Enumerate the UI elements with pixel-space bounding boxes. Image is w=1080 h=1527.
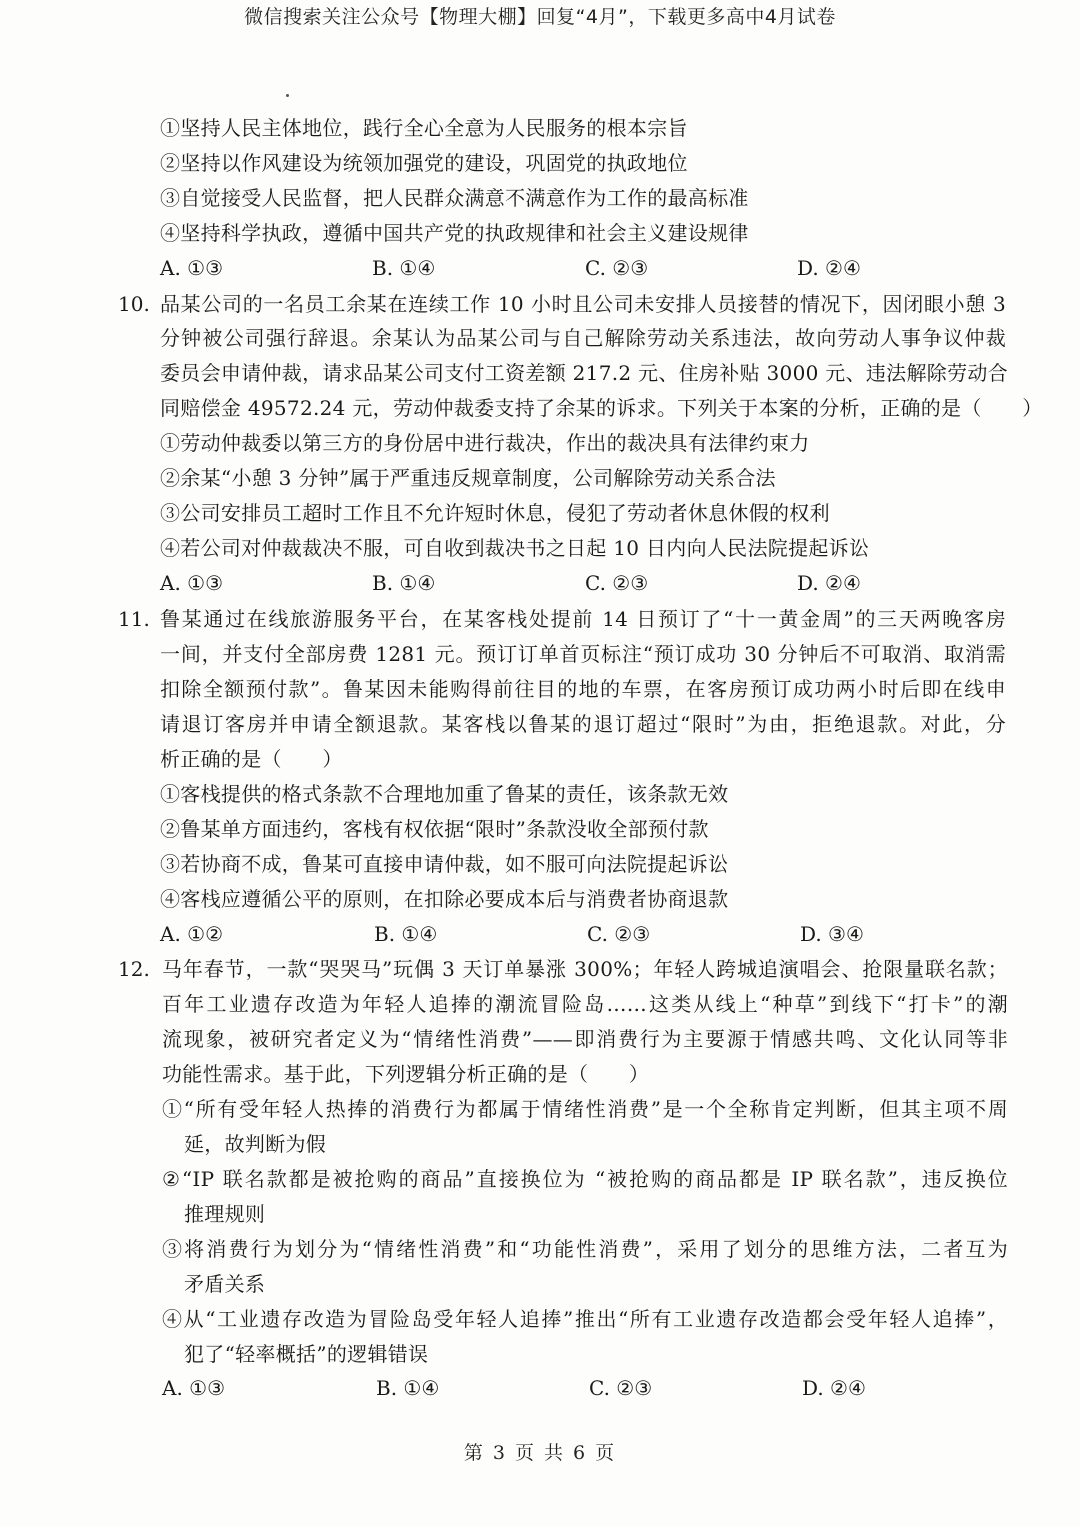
q11-item-1: ①客栈提供的格式条款不合理地加重了鲁某的责任，该条款无效 [160,782,729,806]
q12-options [0,1375,1080,1401]
q12-stem-line-1: 马年春节，一款“哭哭马”玩偶 3 天订单暴涨 300%；年轻人跨城追演唱会、抢限量联名款； [162,957,1008,981]
q12-option-c: C. ②③ [589,1376,653,1400]
q11-number: 11. [118,607,150,631]
q12-item-2-line-1: ②“IP 联名款都是被抢购的商品”直接换位为 “被抢购的商品都是 IP 联名款”，违反换位 [162,1167,1008,1191]
q10-item-4: ④若公司对仲裁裁决不服，可自收到裁决书之日起 10 日内向人民法院提起诉讼 [160,536,870,560]
q9-item-2: ②坚持以作风建设为统领加强党的建设，巩固党的执政地位 [160,151,688,175]
q11-stem-line-1: 鲁某通过在线旅游服务平台，在某客栈处提前 14 日预订了“十一黄金周”的三天两晚客房 [160,607,1006,631]
q10-option-c: C. ②③ [585,571,649,595]
page-number-footer: 第 3 页 共 6 页 [463,1442,617,1464]
q9-item-4: ④坚持科学执政，遵循中国共产党的执政规律和社会主义建设规律 [160,221,749,245]
q10-item-3: ③公司安排员工超时工作且不允许短时休息，侵犯了劳动者休息休假的权利 [160,501,830,525]
q11-option-c: C. ②③ [587,922,651,946]
q11-option-b: B. ①④ [374,922,438,946]
q12-option-d: D. ②④ [802,1376,866,1400]
q9-item-3: ③自觉接受人民监督，把人民群众满意不满意作为工作的最高标准 [160,186,749,210]
q12-number: 12. [118,957,150,981]
q9-item-1: ①坚持人民主体地位，践行全心全意为人民服务的根本宗旨 [160,116,688,140]
q11-stem-line-4: 请退订客房并申请全额退款。某客栈以鲁某的退订超过“限时”为由，拒绝退款。对此，分 [160,712,1006,736]
q10-item-2: ②余某“小憩 3 分钟”属于严重违反规章制度，公司解除劳动关系合法 [160,466,776,490]
q12-stem-line-4: 功能性需求。基于此，下列逻辑分析正确的是（ ） [162,1062,650,1086]
q10-options [0,570,1080,596]
q12-stem-line-2: 百年工业遗存改造为年轻人追捧的潮流冒险岛……这类从线上“种草”到线下“打卡”的潮 [162,992,1008,1016]
q10-number: 10. [118,292,150,316]
scan-speck [286,94,289,97]
q9-option-d: D. ②④ [797,256,861,280]
q10-stem-line-2: 分钟被公司强行辞退。余某认为品某公司与自己解除劳动关系违法，故向劳动人事争议仲裁 [160,326,1006,350]
q9-options [0,255,1080,281]
q12-stem-line-3: 流现象，被研究者定义为“情绪性消费”——即消费行为主要源于情感共鸣、文化认同等非 [162,1027,1008,1051]
q10-stem-line-1: 品某公司的一名员工余某在连续工作 10 小时且公司未安排人员接替的情况下，因闭眼小憩 3 [160,292,1006,316]
q9-option-a: A. ①③ [160,256,224,280]
top-banner: 微信搜索关注公众号【物理大棚】回复“4月”，下载更多高中4月试卷 [244,6,836,28]
q10-option-a: A. ①③ [160,571,224,595]
q9-option-b: B. ①④ [372,256,436,280]
q11-item-2: ②鲁某单方面违约，客栈有权依据“限时”条款没收全部预付款 [160,817,709,841]
q10-stem-line-3: 委员会申请仲裁，请求品某公司支付工资差额 217.2 元、住房补贴 3000 元、违法解除劳动合 [160,361,1008,385]
q11-option-a: A. ①② [160,922,224,946]
q12-item-2-line-2: 推理规则 [184,1202,266,1226]
q11-item-3: ③若协商不成，鲁某可直接申请仲裁，如不服可向法院提起诉讼 [160,852,729,876]
q12-item-3-line-1: ③将消费行为划分为“情绪性消费”和“功能性消费”，采用了划分的思维方法，二者互为 [162,1237,1008,1261]
q10-item-1: ①劳动仲裁委以第三方的身份居中进行裁决，作出的裁决具有法律约束力 [160,431,810,455]
q12-item-4-line-1: ④从“工业遗存改造为冒险岛受年轻人追捧”推出“所有工业遗存改造都会受年轻人追捧”， [162,1307,1008,1331]
q9-option-c: C. ②③ [585,256,649,280]
q12-option-a: A. ①③ [162,1376,226,1400]
q12-item-1-line-1: ①“所有受年轻人热捧的消费行为都属于情绪性消费”是一个全称肯定判断，但其主项不周 [162,1097,1008,1121]
q11-stem-line-2: 一间，并支付全部房费 1281 元。预订订单首页标注“预订成功 30 分钟后不可取消、取消需 [160,642,1006,666]
q10-stem-line-4: 同赔偿金 49572.24 元，劳动仲裁委支持了余某的诉求。下列关于本案的分析，正确的是（ ） [160,396,1043,420]
q11-stem-line-5: 析正确的是（ ） [160,747,343,771]
q12-item-3-line-2: 矛盾关系 [184,1272,266,1296]
q11-stem-line-3: 扣除全额预付款”。鲁某因未能购得前往目的地的车票，在客房预订成功两小时后即在线申 [160,677,1006,701]
q12-item-4-line-2: 犯了“轻率概括”的逻辑错误 [184,1342,429,1366]
q11-options [0,921,1080,947]
q11-option-d: D. ③④ [800,922,864,946]
q12-option-b: B. ①④ [376,1376,440,1400]
q10-option-b: B. ①④ [372,571,436,595]
q11-item-4: ④客栈应遵循公平的原则，在扣除必要成本后与消费者协商退款 [160,887,729,911]
q12-item-1-line-2: 延，故判断为假 [184,1132,327,1156]
q10-option-d: D. ②④ [797,571,861,595]
